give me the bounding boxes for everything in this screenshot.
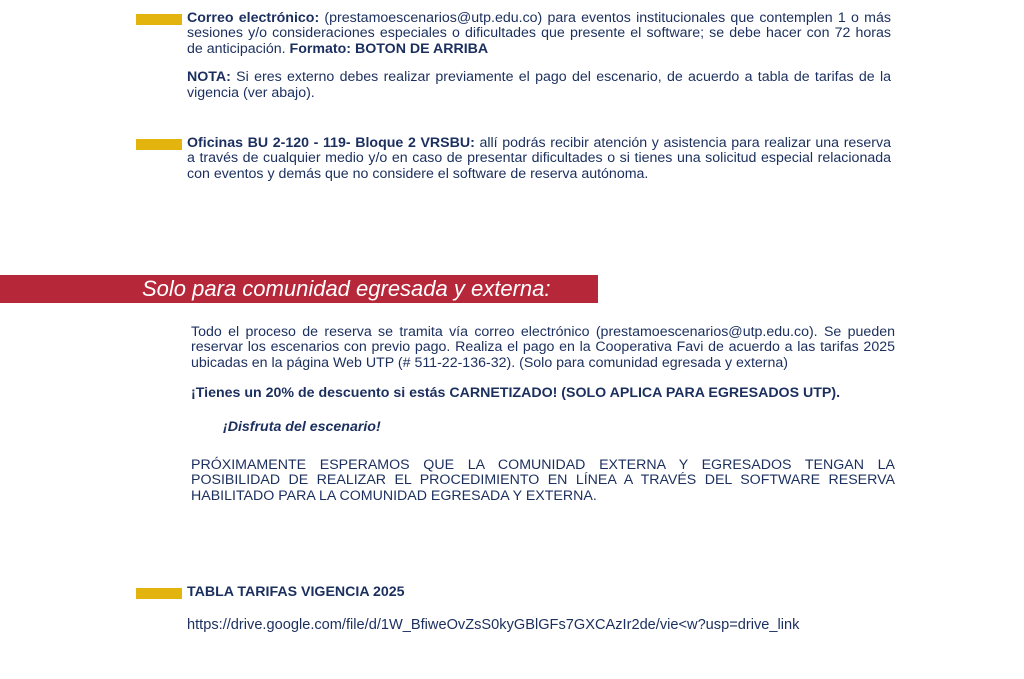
- offices-section: [187, 136, 891, 182]
- email-section: [187, 11, 891, 101]
- tariffs-title: TABLA TARIFAS VIGENCIA 2025: [187, 584, 405, 600]
- tariffs-link[interactable]: https://drive.google.com/file/d/1W_BfiweOvZsS0kyGBlGFs7GXCAzIr2de/vie<w?usp=drive_link: [187, 617, 800, 633]
- upcoming-text: PRÓXIMAMENTE ESPERAMOS QUE LA COMUNIDAD EXTERNA Y EGRESADOS TENGAN LA POSIBILIDAD DE REALIZAR EL PROCEDIMIENTO EN LÍNEA A TRAVÉS DEL SOFTWARE RESERVA HABILITADO PARA LA COMUNIDAD EGRESADA Y EXTERNA.: [191, 457, 895, 504]
- external-paragraph: Todo el proceso de reserva se tramita vía correo electrónico (prestamoescenarios@utp.edu.co). Se pueden reservar los escenarios con previo pago. Realiza el pago en la Cooperativa Favi de acuerdo a las tarifas 2025 ubicadas en la página Web UTP (# 511-22-136-32). (Solo para comunidad egresada y externa): [191, 324, 895, 371]
- note-label: NOTA:: [187, 69, 231, 86]
- format-label: Formato: BOTON DE ARRIBA: [289, 40, 489, 57]
- discount-text: ¡Tienes un 20% de descuento si estás CARNETIZADO! (SOLO APLICA PARA EGRESADOS UTP).: [191, 385, 841, 402]
- section-marker-tariffs: [136, 588, 182, 599]
- offices-label: Oficinas BU 2-120 - 119- Bloque 2 VRSBU:: [187, 135, 475, 151]
- offices-paragraph: [187, 136, 891, 182]
- section-marker-offices: [136, 139, 182, 150]
- section-marker-email: [136, 14, 182, 25]
- section-banner: [0, 275, 598, 303]
- note-paragraph: [187, 70, 891, 101]
- email-paragraph: [187, 11, 891, 57]
- enjoy-text: ¡Disfruta del escenario!: [223, 418, 381, 435]
- note-text: Si eres externo debes realizar previamente el pago del escenario, de acuerdo a tabla de tarifas de la vigencia (ver abajo).: [187, 69, 891, 101]
- email-label: Correo electrónico:: [187, 10, 320, 26]
- external-section: [191, 325, 895, 504]
- email-text: (prestamoescenarios@utp.edu.co) para eventos institucionales que contemplen 1 o más sesiones y/o consideraciones especiales o dificultades que presente el software; se debe hacer con 72 horas de anticipación.: [187, 10, 891, 57]
- offices-text: allí podrás recibir atención y asistencia para realizar una reserva a través de cualquier medio y/o en caso de presentar dificultades o si tienes una solicitud especial relacionada con eventos y demás que no considere el software de reserva autónoma.: [187, 135, 892, 182]
- banner-title: Solo para comunidad egresada y externa:: [142, 276, 551, 301]
